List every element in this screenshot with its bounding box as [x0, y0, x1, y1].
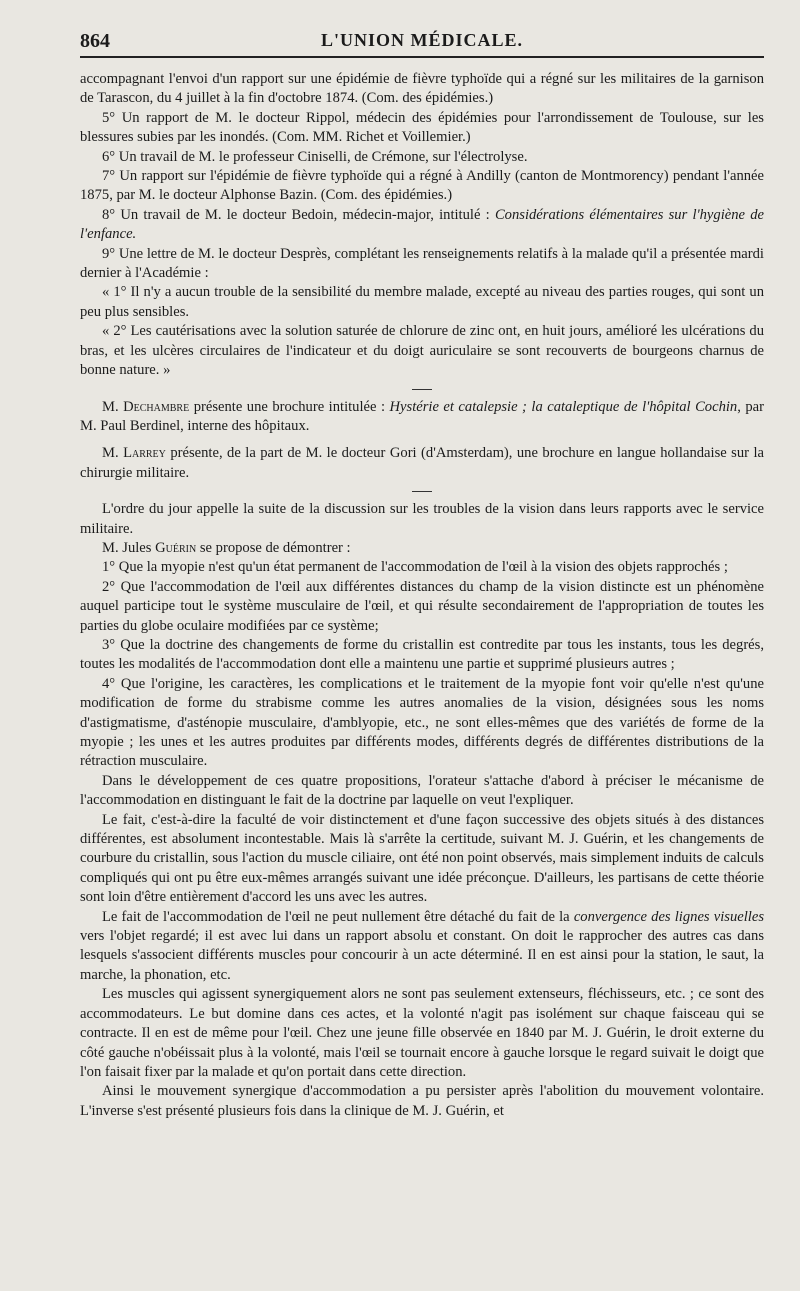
paragraph: 5° Un rapport de M. le docteur Rippol, médecin des épidémies pour l'arrondissement de Toulouse, sur les blessures subies par les inondés. (Com. MM. Richet et Voillemier.)	[80, 109, 764, 146]
paragraph: 4° Que l'origine, les caractères, les complications et le traitement de la myopie font voir qu'elle n'est qu'une modification de forme du strabisme comme les autres anomalies de la vision, désignées sous les noms d'astigmatisme, d'asténopie musculaire, d'amblyopie, etc., ne sont elles-mêmes que des variétés de forme de la myopie ; les unes et les autres produites par différents modes, différents degrés de différentes distributions de la rétraction musculaire.	[80, 675, 764, 770]
paragraph: 7° Un rapport sur l'épidémie de fièvre typhoïde qui a régné à Andilly (canton de Montmorency) pendant l'année 1875, par M. le docteur Alphonse Bazin. (Com. des épidémies.)	[80, 168, 764, 204]
text-run: présente, de la part de M. le docteur Gori (d'Amsterdam), une brochure en langue hollandaise sur la chirurgie militaire.	[80, 445, 764, 481]
running-title: L'UNION MÉDICALE.	[320, 30, 524, 50]
italic-title: Considérations élémentaires sur l'hygiène de l'enfance.	[80, 206, 765, 243]
paragraph: 3° Que la doctrine des changements de forme du cristallin est contredite par tous les instants, tous les degrés, toutes les modalités de l'accommodation dont elle a maintenu une partie et supprimé plusieurs autres ;	[80, 636, 764, 673]
paragraph: Le fait, c'est-à-dire la faculté de voir distinctement et d'une façon successive des objets situés à des distances différentes, est absolument incontestable. Mais là s'arrête la certitude, suivant M. J. Guérin, et les changements de courbure du cristallin, sous l'action du muscle ciliaire, ont été non point observés, mais simplement induits de calculs compliqués qui ont pu être eux-mêmes arrangés suivant une idée préconçue. D'ailleurs, les partisans de cette théorie sont loin d'être entièrement d'accord les uns avec les autres.	[80, 811, 764, 906]
speaker-name: Guérin	[155, 539, 197, 556]
paragraph: Dans le développement de ces quatre propositions, l'orateur s'attache d'abord à préciser le mécanisme de l'accommodation en distinguant le fait de la doctrine par laquelle on veut l'expliquer.	[80, 772, 764, 809]
text-run: 8° Un travail de M. le docteur Bedoin, médecin-major, intitulé :	[102, 206, 495, 223]
paragraph: 6° Un travail de M. le professeur Ciniselli, de Crémone, sur l'électrolyse.	[102, 148, 528, 165]
paragraph: Ainsi le mouvement synergique d'accommodation a pu persister après l'abolition du mouvement volontaire. L'inverse s'est présenté plusieurs fois dans la clinique de M. J. Guérin, et	[80, 1083, 764, 1119]
section-divider	[412, 389, 432, 390]
page-number: 864	[80, 30, 110, 52]
section-divider	[412, 491, 432, 492]
text-run: M. Jules	[102, 539, 156, 556]
paragraph	[80, 908, 764, 986]
paragraph: Les muscles qui agissent synergiquement alors ne sont pas seulement extenseurs, fléchisseurs, etc. ; ce sont des accommodateurs. Le but domine dans ces actes, et la volonté n'agit pas isolément sur chaque faisceau qui se contracte. Il en est de même pour l'œil. Chez une jeune fille observée en 1840 par M. J. Guérin, le droit externe du côté gauche n'obéissait plus à la volonté, mais l'œil se tournait encore à gauche lorsque le regard suivait le doigt que l'on faisait fixer par la malade et qu'on portait dans cette direction.	[80, 986, 764, 1080]
italic-title: Hystérie et catalepsie ; la cataleptique de l'hôpital Cochin	[389, 398, 738, 415]
paragraph	[80, 206, 764, 245]
paragraph: 1° Que la myopie n'est qu'un état permanent de l'accommodation de l'œil à la vision des objets rapprochés ;	[102, 559, 728, 576]
paragraph: L'ordre du jour appelle la suite de la discussion sur les troubles de la vision dans leurs rapports avec le service militaire.	[80, 501, 764, 537]
paragraph	[80, 444, 764, 483]
paragraph: « 2° Les cautérisations avec la solution saturée de chlorure de zinc ont, en huit jours, amélioré les ulcérations du bras, et les ulcères circulaires de l'indicateur et du doigt auriculaire se sont recouverts de bourgeons charnus de bonne nature. »	[80, 323, 764, 379]
text-run: Le fait de l'accommodation de l'œil ne peut nullement être détaché du fait de la	[102, 908, 574, 925]
text-run: M.	[102, 398, 124, 415]
page-header	[80, 26, 764, 58]
paragraph: « 1° Il n'y a aucun trouble de la sensibilité du membre malade, excepté au niveau des parties rouges, qui sont un peu plus sensibles.	[80, 284, 764, 320]
page-body	[80, 70, 764, 1121]
text-run: M.	[102, 445, 124, 462]
text-run: présente une brochure intitulée :	[189, 398, 390, 415]
paragraph: 9° Une lettre de M. le docteur Desprès, complétant les renseignements relatifs à la malade qu'il a présentée mardi dernier à l'Académie :	[80, 245, 764, 282]
text-run: vers l'objet regardé; il est avec lui dans un rapport absolu et constant. On doit le rapprocher des autres cas dans lesquels s'associent différents muscles pour concourir à un acte déterminé. Il en est ainsi pour la station, le saut, la marche, la phonation, etc.	[80, 928, 764, 983]
paragraph	[80, 398, 764, 437]
text-run: se propose de démontrer :	[196, 539, 351, 556]
paragraph: accompagnant l'envoi d'un rapport sur une épidémie de fièvre typhoïde qui a régné sur les militaires de la garnison de Tarascon, du 4 juillet à la fin d'octobre 1874. (Com. des épidémies.)	[80, 71, 764, 107]
italic-phrase: convergence des lignes visuelles	[573, 908, 764, 925]
speaker-name: Dechambre	[123, 398, 190, 415]
speaker-name: Larrey	[123, 445, 166, 462]
text-run: , par M. Paul Berdinel, interne des hôpitaux.	[80, 398, 764, 434]
paragraph: 2° Que l'accommodation de l'œil aux différentes distances du champ de la vision distincte est un phénomène auquel participe tout le système musculaire de l'œil, et qui résulte secondairement de l'appropriation de toutes les parties du globe oculaire modifiées par ce système;	[80, 578, 764, 634]
paragraph	[80, 539, 764, 558]
